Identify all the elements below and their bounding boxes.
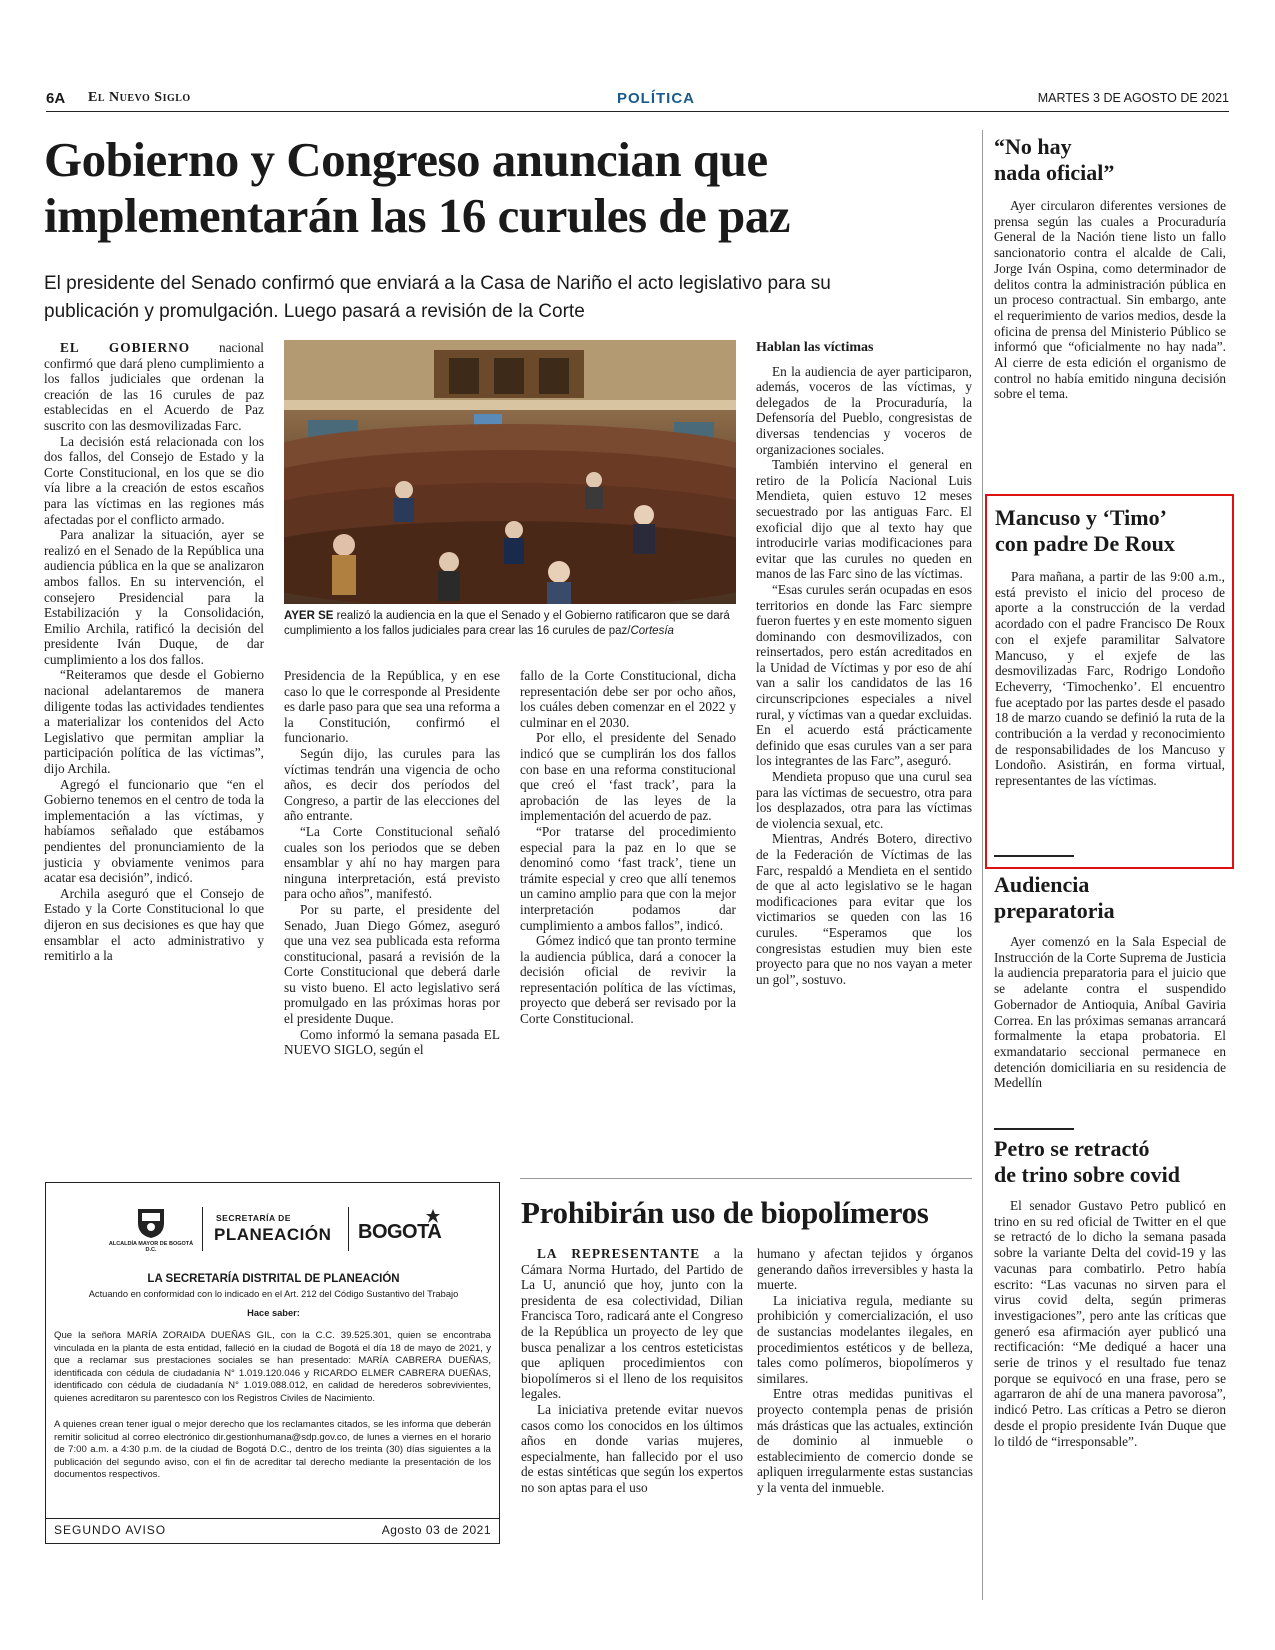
paragraph: Presidencia de la República, y en ese caso lo que le corresponde al Presidente es darle paso para que sea una reforma a la Constitución, confirmó el funcionario. [284, 668, 500, 746]
brief-body [994, 198, 1226, 402]
paragraph: Mendieta propuso que una curul sea para las víctimas de secuestro, otra para los desplazados, otra para las víctimas de violencia sexual, etc. [756, 769, 972, 831]
brief-title-line: Mancuso y ‘Timo’ [995, 505, 1167, 530]
brief-title-line: Audiencia [994, 872, 1090, 897]
main-article-col-1 [44, 340, 264, 964]
paragraph: Ayer circularon diferentes versiones de prensa según las cuales a Procuraduría General de la Nación tiene listo un fallo sancionatorio contra el alcalde de Cali, Jorge Iván Ospina, como determinador de delitos contra la administración pública en un proceso contractual. Sin embargo, ante el requerimiento de varios medios, desde la oficina de prensa del Ministerio Público se informó que “oficialmente no hay nada”. Al cierre de esta edición el organismo de control no había emitido ninguna decisión sobre el tema. [994, 198, 1226, 402]
article-separator [520, 1178, 972, 1179]
brief-title-line: nada oficial” [994, 160, 1115, 185]
paragraph: Entre otras medidas punitivas el proyecto contempla penas de prisión más drásticas que las actuales, extinción de dominio al inmueble o establecimiento de comercio donde se apliquen irregularmente estas sustancias y la venta del inmueble. [757, 1386, 973, 1495]
brief-title-line: de trino sobre covid [994, 1162, 1180, 1187]
legal-notice-ad [45, 1182, 500, 1544]
paragraph: Archila aseguró que el Consejo de Estado y la Corte Constitucional lo que dijeron en sus decisiones es que hay que ensamblar el acto administrativo y remitirlo a la [44, 885, 264, 964]
ad-logo-row [108, 1205, 442, 1257]
main-headline [44, 132, 944, 244]
second-headline: Prohibirán uso de biopolímeros [521, 1195, 929, 1230]
headline-line-2: implementarán las 16 curules de paz [44, 188, 791, 243]
brief-title-line: preparatoria [994, 898, 1115, 923]
section-name: POLÍTICA [617, 90, 695, 107]
ad-subtitle: Actuando en conformidad con lo indicado en el Art. 212 del Código Sustantivo del Trabajo [88, 1289, 459, 1299]
masthead: El Nuevo Siglo [88, 90, 191, 105]
brief-title-line: “No hay [994, 134, 1072, 159]
ad-logo-small-text: ALCALDÍA MAYOR DE BOGOTÁ D.C. [108, 1241, 194, 1253]
paragraph: a la Cámara Norma Hurtado, del Partido de La U, anunció que hoy, junto con la presidenta de esa colectividad, Dilian Francisca Toro, radicará ante el Congreso de la República un proyecto de ley que busca penalizar a los centros esteticistas que apliquen procedimientos con biopolímeros si el lleno de los requisitos legales. [521, 1246, 744, 1402]
paragraph: Por su parte, el presidente del Senado, Juan Diego Gómez, aseguró que una vez sea publicada esta reforma constitucional, pasará a revisión de la Corte Constitucional que deberá darle su visto bueno. El acto legislativo será promulgado en las próximas horas por el presidente Duque. [284, 901, 500, 1027]
paragraph: Mientras, Andrés Botero, directivo de la Federación de Víctimas de las Farc, respaldó a Mendieta en el sentido de que al acto legislativo se le hagan modificaciones para evitar que los victimarios se queden con las 16 curules. “Esperamos que los congresistas estudien muy bien este proyecto para que no nos vayan a meter un gol”, sostuvo. [756, 831, 972, 987]
paragraph: Gómez indicó que tan pronto termine la audiencia pública, dará a conocer la decisión oficial de revivir la representación política de las víctimas, proyecto que deberá ser revisado por la Corte Constitucional. [520, 933, 736, 1027]
column-subhead: Hablan las víctimas [756, 340, 874, 355]
ad-footer-left: SEGUNDO AVISO [54, 1523, 167, 1537]
caption-lead: AYER SE [284, 610, 334, 622]
deck-line-2: publicación y promulgación. Luego pasará a revisión de la Corte [44, 301, 585, 322]
paragraph: “Por tratarse del procedimiento especial para la paz en lo que se denominó como ‘fast track’, tiene un trámite especial y creo que allí tenemos un camino amplio para que con la mejor interpretación podamos dar cumplimiento a ambos fallos”, indicó. [520, 823, 736, 933]
paragraph: Ayer comenzó en la Sala Especial de Instrucción de la Corte Suprema de Justicia la audiencia preparatoria para el juicio que se adelante contra el suspendido Gobernador de Antioquia, Aníbal Gaviria Correa. En las próximas semanas arrancará formalmente la etapa probatoria. El exmandatario seccional permanece en detención domiciliaria en su residencia de Medellín [994, 934, 1226, 1091]
sidebar-brief-no-hay-nada-oficial [994, 134, 1226, 402]
photo-credit: Cortesía [630, 624, 674, 637]
logo-divider [202, 1207, 203, 1251]
sidebar-brief-mancuso-timo [995, 505, 1225, 789]
brief-title [994, 872, 1226, 924]
main-deck [44, 270, 944, 326]
paragraph: “La Corte Constitucional señaló cuales son los periodos que se deben ensamblar y ahí no hay margen para ninguna interpretación, está previsto para ocho años”, manifestó. [284, 823, 500, 902]
paragraph: Como informó la semana pasada EL NUEVO SIGLO, según el [284, 1026, 500, 1058]
paragraph: Para mañana, a partir de las 9:00 a.m., está previsto el inicio del proceso de aporte a la construcción de la verdad acordado con el padre Francisco De Roux con el exjefe paramilitar Salvatore Mancuso, y el exjefe de las desmovilizadas Farc, Rodrigo Londoño Echeverry, ‘Timochenko’. El encuentro fue aceptado por las partes desde el pasado 18 de marzo cuando se definió la ruta de la contribución a la verdad y reconocimiento de responsabilidades de los Mancuso y Londoño. Asistirán, en forma virtual, representantes de las víctimas. [995, 569, 1225, 789]
senate-chamber-illustration [284, 340, 736, 604]
paragraph: Por ello, el presidente del Senado indicó que se cumplirán los dos fallos con base en una reforma constitucional que creó el ‘fast track’, para la aprobación de las leyes de la implementación del acuerdo de paz. [520, 730, 736, 824]
paragraph: Agregó el funcionario que “en el Gobierno tenemos en el centro de toda la implementación a las víctimas, y habíamos señalado que estábamos pendientes del pronunciamiento de la justicia y obviamente venimos para acatar esa decisión”, indicó. [44, 776, 264, 886]
ad-footer-rule [46, 1518, 499, 1519]
paragraph: nacional confirmó que dará pleno cumplimiento a los fallos judiciales que ordenan la creación de las 16 curules de paz establecidas en el Acuerdo de Paz suscrito con las desmovilizadas Farc. [44, 340, 264, 433]
paragraph: Para analizar la situación, ayer se realizó en el Senado de la República una audiencia pública en la que se analizaron ambos fallos. En su intervención, el consejero Presidencial para la Estabilización y la Consolidación, Emilio Archila, ratificó la decisión del presidente Iván Duque, de dar cumplimiento a los dos fallos. [44, 527, 264, 667]
page-number: 6A [46, 90, 66, 107]
sidebar-brief-petro [994, 1136, 1226, 1449]
brief-rule [994, 855, 1074, 857]
paragraph: “Reiteramos que desde el Gobierno nacional adelantaremos de manera diligente todas las actividades tendientes a materializar los contenidos del Acto Legislativo que permitan ampliar la participación política de las víctimas”, dijo Archila. [44, 667, 264, 777]
paragraph: humano y afectan tejidos y órganos generando daños irreversibles y hasta la muerte. [757, 1246, 973, 1293]
star-icon [426, 1209, 440, 1223]
brief-body [994, 934, 1226, 1091]
second-article-col-2 [757, 1246, 973, 1496]
photo-caption [284, 609, 736, 638]
brief-title-line: con padre De Roux [995, 531, 1175, 556]
brief-title [994, 1136, 1226, 1188]
ad-secretaria-label: SECRETARÍA DE [216, 1213, 291, 1223]
ad-paragraph-2: A quienes crean tener igual o mejor derecho que los reclamantes citados, se les informa que deberán remitir solicitud al correo electrónico dir.gestionhumana@sdp.gov.co, de lunes a viernes en el horario de 7:00 a.m. a 4:30 p.m. de la ciudad de Bogotá D.C., dentro de los treinta (30) días siguientes a la publicación del segundo aviso, con el fin de acreditar tal derecho mediante la presentación de los documentos respectivos. [54, 1419, 491, 1481]
main-article-col-2 [284, 668, 500, 1058]
main-article-col-3 [520, 668, 736, 1027]
ad-hace-saber: Hace saber: [247, 1308, 300, 1318]
paragraph: La iniciativa regula, mediante su prohibición y comercialización, el uso de sustancias modelantes ilegales, en procedimientos estéticos y de belleza, tales como polímeros, biopolímeros y similares. [757, 1292, 973, 1386]
main-article-col-4 [756, 340, 972, 987]
article-lead-words: LA REPRESENTANTE [537, 1246, 701, 1261]
senate-hearing-photo [284, 340, 736, 604]
brief-title-line: Petro se retractó [994, 1136, 1150, 1161]
paragraph: Según dijo, las curules para las víctimas tendrán una vigencia de ocho años, es decir dos períodos del Congreso, a partir de las elecciones del año entrante. [284, 745, 500, 824]
brief-body [995, 569, 1225, 789]
page-header [46, 90, 1229, 112]
sidebar-brief-audiencia [994, 872, 1226, 1091]
paragraph: En la audiencia de ayer participaron, además, voceros de las víctimas, y delegados de la Procuraduría, la Defensoría del Pueblo, congresistas de diversas tendencias y voceros de organizaciones sociales. [756, 363, 972, 457]
paragraph: También intervino el general en retiro de la Policía Nacional Luis Mendieta, quien estuvo 12 meses secuestrado por las antiguas Farc. El exoficial dijo que al texto hay que introducirle varias modificaciones para evitar que las curules no queden en manos de las Farc sino de las víctimas. [756, 457, 972, 582]
paragraph: La iniciativa pretende evitar nuevos casos como los conocidos en los últimos años en donde varias mujeres, especialmente, han fallecido por el uso de estas sintéticas que según los expertos no son aptas para el uso [521, 1401, 743, 1495]
sidebar-divider [982, 130, 983, 1600]
ad-bogota-logo: BOGOTA [358, 1221, 442, 1243]
coat-of-arms-icon [134, 1205, 168, 1239]
logo-divider [348, 1207, 349, 1251]
caption-text: realizó la audiencia en la que el Senado y el Gobierno ratificaron que se dará cumplimiento a los fallos judiciales para crear las 16 curules de paz/ [284, 610, 730, 637]
paragraph: El senador Gustavo Petro publicó en trino en su red oficial de Twitter en el que se retractó de lo dicho la semana pasada sobre la variante Delta del covid-19 y las vacunas para combatirlo. Petro había escrito: “Las vacunas no sirven para el virus covid delta, según primeras investigaciones”, pero ante las críticas que generó esa afirmación ayer publicó una rectificación: “Me dediqué a hacer una serie de trinos y el resultado fue tenaz porque se equivocó en una frase, pero se agarraron de ahí de una manera pavorosa”, indicó Petro. Las críticas a Petro se dieron desde el propio presidente Iván Duque que lo tildó de “irresponsable”. [994, 1198, 1226, 1449]
brief-rule [994, 1128, 1074, 1130]
brief-title [994, 134, 1226, 186]
paragraph: fallo de la Corte Constitucional, dicha representación debe ser por ocho años, los cuáles deben comenzar en el 2022 y culminar en el 2030. [520, 668, 736, 730]
article-lead-words: EL GOBIERNO [60, 340, 191, 355]
paragraph: “Esas curules serán ocupadas en esos territorios en donde las Farc siempre fueron fuertes y en este momento siguen dominando con desmovilizados, con reinsertados, pero están acreditados en la Unidad de Víctimas y por eso de ahí van a salir los candidatos de las 16 circunscripciones especiales a nivel rural, y víctimas van a quedar excluidas. En el acuerdo está prácticamente definido que esas curules van a ser para los integrantes de las Farc”, aseguró. [756, 581, 972, 769]
headline-line-1: Gobierno y Congreso anuncian que [44, 132, 768, 187]
second-article-col-1 [521, 1246, 743, 1496]
issue-date: MARTES 3 DE AGOSTO DE 2021 [1037, 91, 1229, 105]
paragraph: La decisión está relacionada con los dos fallos, del Consejo de Estado y la Corte Constitucional, en los que se dio vía libre a la creación de estos escaños para las víctimas en las regiones más afectadas por el conflicto armado. [44, 433, 264, 527]
brief-body [994, 1198, 1226, 1449]
brief-title [995, 505, 1225, 557]
ad-paragraph-1: Que la señora MARÍA ZORAIDA DUEÑAS GIL, con la C.C. 39.525.301, quien se encontraba vinculada en la planta de esta entidad, falleció en la ciudad de Bogotá el día 18 de mayo de 2021, y que a reclamar sus prestaciones sociales se han presentado: MARÍA CABRERA DUEÑAS, identificada con cédula de ciudadanía N° 1.019.120.046 y RICARDO ELMER CABRERA DUEÑAS, identificado con cédula de ciudadanía N° 1.019.088.012, en calidad de herederos sobrevivientes, quienes acreditaron su parentesco con los Registros Civiles de Nacimiento. [54, 1330, 491, 1404]
deck-line-1: El presidente del Senado confirmó que enviará a la Casa de Nariño el acto legislativo para su [44, 273, 831, 294]
ad-footer-right: Agosto 03 de 2021 [381, 1523, 491, 1537]
ad-planeacion-label: PLANEACIÓN [214, 1225, 332, 1244]
ad-title: LA SECRETARÍA DISTRITAL DE PLANEACIÓN [147, 1273, 400, 1285]
